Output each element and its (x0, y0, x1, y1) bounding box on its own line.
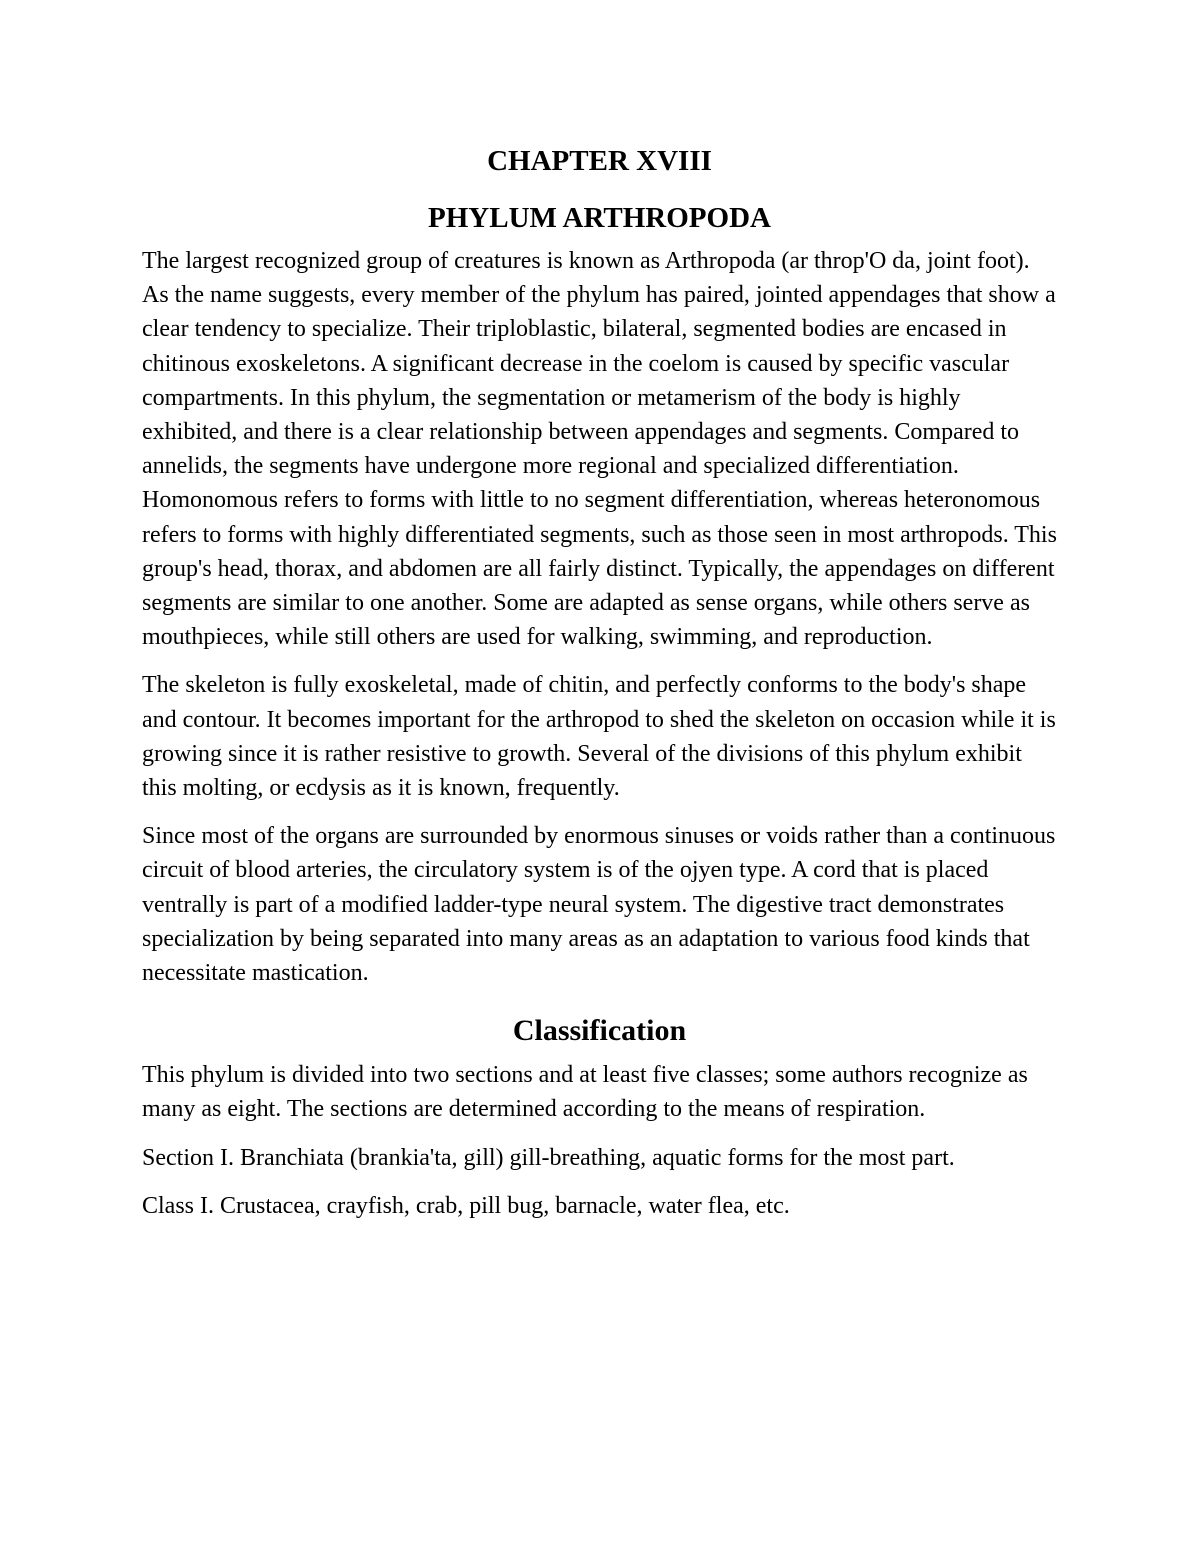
intro-paragraph-2: The skeleton is fully exoskeletal, made of chitin, and perfectly conforms to the body's shape and contour. It becomes important for the arthropod to shed the skeleton on occasion while it is growing since it is rather resistive to growth. Several of the divisions of this phylum exhibit this molting, or ecdysis as it is known, frequently. (142, 672, 1056, 802)
classification-paragraph-1: This phylum is divided into two sections and at least five classes; some authors recognize as many as eight. The sections are determined according to the means of respiration. (142, 1062, 1028, 1123)
classification-paragraph-2: Section I. Branchiata (brankia'ta, gill) gill-breathing, aquatic forms for the most part. (142, 1144, 955, 1171)
classification-paragraph-3: Class I. Crustacea, crayfish, crab, pill bug, barnacle, water flea, etc. (142, 1192, 790, 1219)
intro-paragraph-3: Since most of the organs are surrounded by enormous sinuses or voids rather than a continuous circuit of blood arteries, the circulatory system is of the ojyen type. A cord that is placed ventrally is part of a modified ladder-type neural system. The digestive tract demonstrates specialization by being separated into many areas as an adaptation to various food kinds that necessitate mastication. (142, 823, 1056, 987)
document-page (142, 140, 1057, 1237)
classification-heading: Classification (512, 1014, 687, 1048)
intro-paragraph-1: The largest recognized group of creatures is known as Arthropoda (ar throp'O da, joint foot). As the name suggests, every member of the phylum has paired, jointed appendages that show a clear tendency to specialize. Their triploblastic, bilateral, segmented bodies are encased in chitinous exoskeletons. A significant decrease in the coelom is caused by specific vascular compartments. In this phylum, the segmentation or metamerism of the body is highly exhibited, and there is a clear relationship between appendages and segments. Compared to annelids, the segments have undergone more regional and specialized differentiation. Homonomous refers to forms with little to no segment differentiation, whereas heteronomous refers to forms with highly differentiated segments, such as those seen in most arthropods. This group's head, thorax, and abdomen are all fairly distinct. Typically, the appendages on different segments are similar to one another. Some are adapted as sense organs, while others serve as mouthpieces, while still others are used for walking, swimming, and reproduction. (142, 248, 1057, 651)
chapter-title: CHAPTER XVIII (487, 145, 712, 177)
chapter-subtitle: PHYLUM ARTHROPODA (428, 202, 771, 234)
